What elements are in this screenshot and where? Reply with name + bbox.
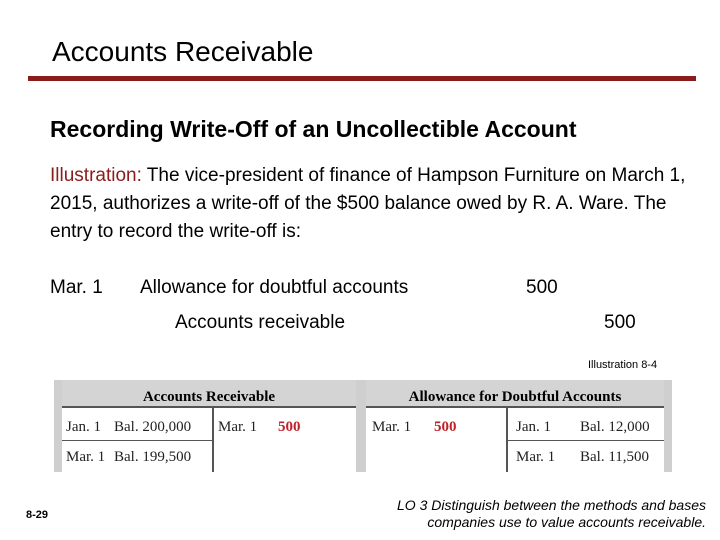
illustration-body: The vice-president of finance of Hampson Furniture on March 1, 2015, authorizes a write-off of the $500 balance owed by R. A. Ware. The entry to record the write-off is: xyxy=(50,165,686,242)
allow-debit-amount: 500 xyxy=(434,419,457,435)
ar-debit-date: Jan. 1 xyxy=(66,419,101,435)
t-account-top-rule xyxy=(62,406,356,408)
ar-ending-date: Mar. 1 xyxy=(66,449,106,465)
learning-objective xyxy=(397,497,706,531)
t-account-title: Allowance for Doubtful Accounts xyxy=(366,380,664,406)
learning-objective-line-1: LO 3 Distinguish between the methods and bases xyxy=(397,497,706,513)
ar-debit-balance: Bal. 200,000 xyxy=(114,419,192,435)
t-accounts-panel xyxy=(54,380,672,472)
allow-ending-date: Mar. 1 xyxy=(516,449,556,465)
t-account-allowance xyxy=(366,380,664,472)
ar-balance-rule xyxy=(62,440,212,441)
allow-credit-balance: Bal. 12,000 xyxy=(580,419,650,435)
ar-ending-balance: Bal. 199,500 xyxy=(114,449,192,465)
ar-credit-amount: 500 xyxy=(278,419,301,435)
learning-objective-line-2: companies use to value accounts receivable. xyxy=(427,514,706,530)
allow-balance-rule xyxy=(508,440,664,441)
allow-ending-balance: Bal. 11,500 xyxy=(580,449,650,465)
slide-title: Accounts Receivable xyxy=(52,36,314,67)
entry-credit-amount: 500 xyxy=(604,312,636,333)
slide-subtitle: Recording Write-Off of an Uncollectible Account xyxy=(50,116,577,142)
t-account-divider xyxy=(212,407,214,472)
entry-debit-amount: 500 xyxy=(526,277,558,298)
illustration-lead: Illustration: xyxy=(50,165,142,186)
page-number: 8-29 xyxy=(26,509,49,521)
ar-credit-date: Mar. 1 xyxy=(218,419,258,435)
allow-debit-date: Mar. 1 xyxy=(372,419,412,435)
t-account-title: Accounts Receivable xyxy=(62,380,356,406)
entry-credit-account: Accounts receivable xyxy=(175,312,346,333)
title-rule xyxy=(28,76,696,81)
entry-debit-account: Allowance for doubtful accounts xyxy=(140,277,409,298)
t-account-top-rule xyxy=(366,406,664,408)
entry-date: Mar. 1 xyxy=(50,277,103,298)
illustration-reference: Illustration 8-4 xyxy=(588,359,658,371)
t-account-accounts-receivable xyxy=(62,380,356,472)
allow-credit-date: Jan. 1 xyxy=(516,419,551,435)
illustration-paragraph xyxy=(50,162,700,246)
